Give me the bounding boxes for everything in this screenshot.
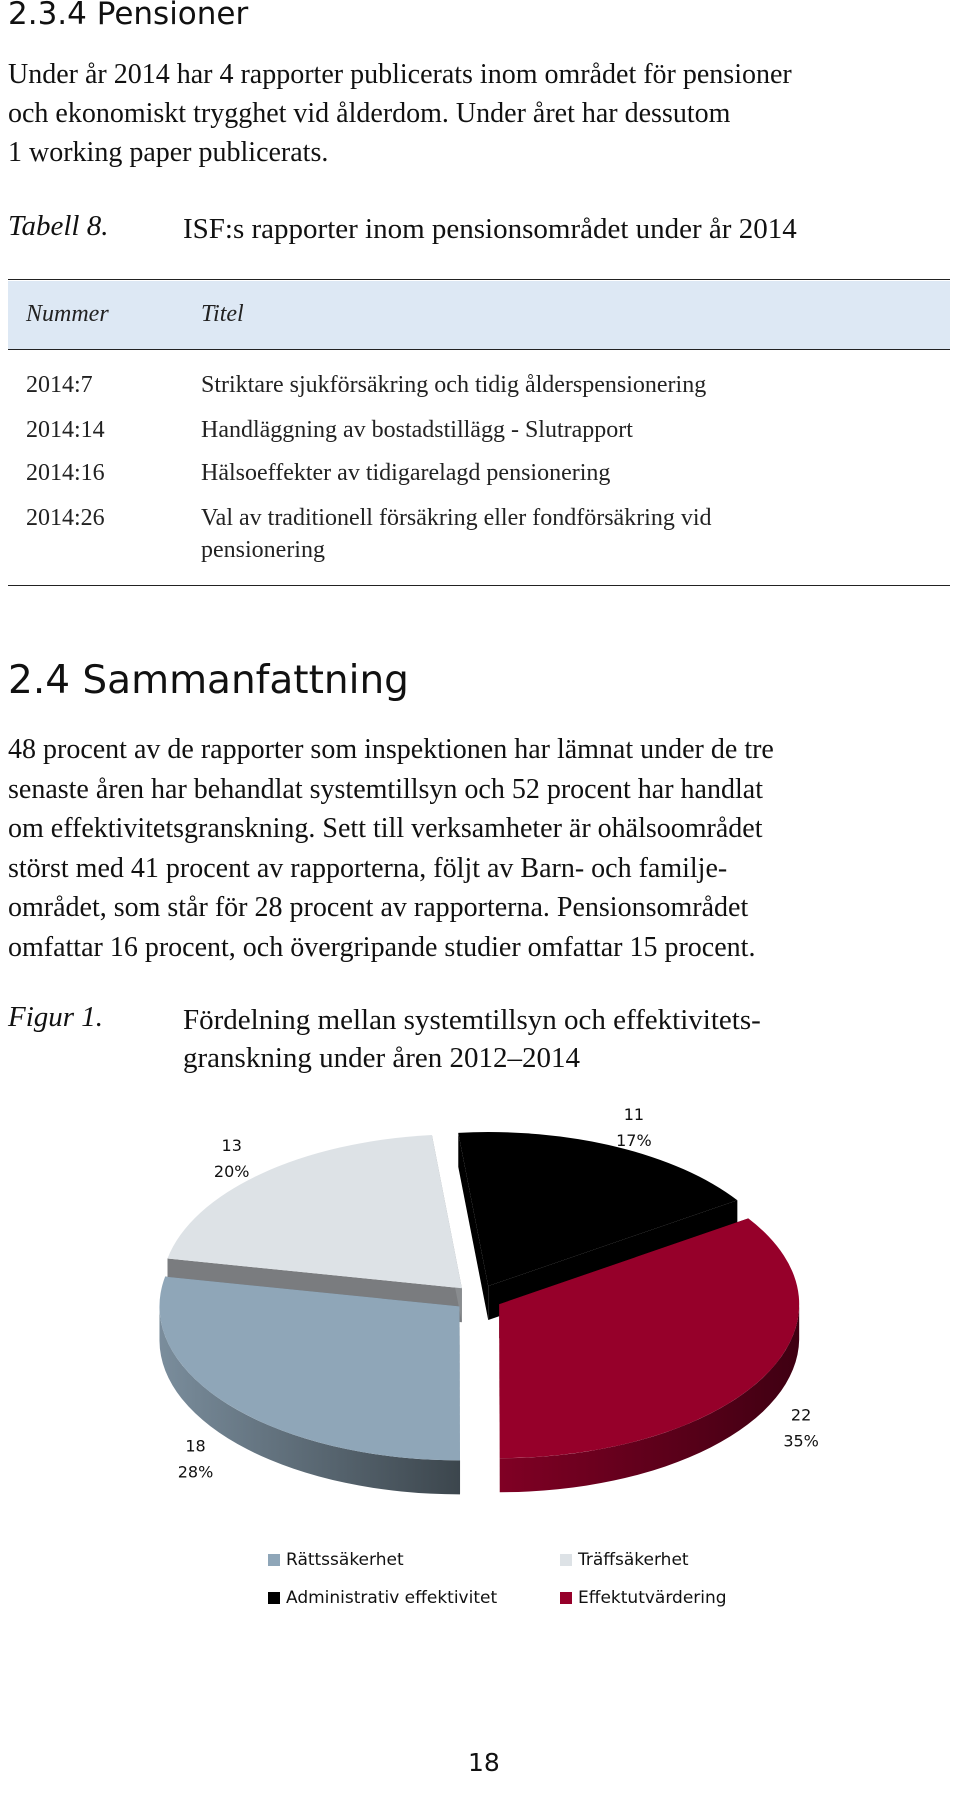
paragraph-line: och ekonomiskt trygghet vid ålderdom. Under året har dessutom [8, 98, 731, 129]
table-header-row [8, 281, 950, 349]
section-heading-sammanfattning: 2.4 Sammanfattning [8, 658, 409, 703]
table-header-rule [8, 349, 950, 350]
slice-value-label-administrativ-effektivitet: 11 [623, 1105, 645, 1125]
paragraph-line: störst med 41 procent av rapporterna, följt av Barn- och familje- [8, 852, 728, 884]
pension-paragraph [8, 55, 953, 172]
paragraph-line: senaste åren har behandlat systemtillsyn och 52 procent har handlat [8, 773, 763, 805]
paragraph-line: om effektivitetsgranskning. Sett till verksamheter är ohälsoområdet [8, 813, 763, 844]
slice-percent-label-administrativ-effektivitet: 17% [616, 1131, 652, 1151]
paragraph-line: 48 procent av de rapporter som inspektionen har lämnat under de tre [8, 734, 774, 765]
figure-label: Figur 1. [8, 1001, 104, 1033]
page-number: 18 [468, 1748, 500, 1777]
paragraph-line: Under år 2014 har 4 rapporter publicerats inom området för pensioner [8, 59, 792, 90]
figure-title-line: Fördelning mellan systemtillsyn och effektivitets- [183, 1004, 761, 1036]
table-cell-number: 2014:14 [26, 417, 105, 443]
slice-value-label-traffsakerhet: 13 [221, 1136, 242, 1156]
legend-label: Träffsäkerhet [578, 1550, 689, 1570]
legend-swatch [560, 1554, 572, 1566]
table-cell-title-line: pensionering [201, 537, 325, 563]
slice-percent-label-traffsakerhet: 20% [213, 1162, 250, 1182]
pie-chart [0, 1100, 960, 1620]
table-cell-title: Striktare sjukförsäkring och tidig ålderspensionering [201, 372, 707, 398]
table-label: Tabell 8. [8, 210, 109, 242]
section-heading-pensioner: 2.3.4 Pensioner [8, 0, 249, 32]
table-bottom-rule [8, 585, 950, 586]
legend-item-traffsakerhet [560, 1548, 689, 1572]
table-cell-title [201, 502, 712, 566]
legend-swatch [268, 1554, 280, 1566]
table-cell-title: Hälsoeffekter av tidigarelagd pensionering [201, 460, 611, 486]
slice-percent-label-rattssakerhet: 28% [177, 1462, 214, 1482]
table-cell-title-line: Val av traditionell försäkring eller fondförsäkring vid [201, 505, 712, 531]
table-top-rule [8, 279, 950, 280]
legend-label: Rättssäkerhet [286, 1550, 404, 1570]
legend-label: Effektutvärdering [578, 1588, 727, 1608]
table-cell-number: 2014:7 [26, 372, 93, 398]
slice-value-label-rattssakerhet: 18 [185, 1436, 206, 1456]
table-cell-number: 2014:16 [26, 460, 105, 486]
paragraph-line: omfattar 16 procent, och övergripande studier omfattar 15 procent. [8, 931, 756, 963]
legend-swatch [268, 1592, 280, 1604]
paragraph-line: 1 working paper publicerats. [8, 137, 329, 168]
column-header-number: Nummer [26, 301, 109, 327]
legend-item-rattssakerhet [268, 1548, 404, 1572]
legend-item-administrativ-effektivitet [268, 1586, 497, 1610]
slice-value-label-effektutvardering: 22 [790, 1405, 812, 1425]
table-cell-number: 2014:26 [26, 505, 105, 531]
summary-paragraph [8, 730, 953, 967]
slice-percent-label-effektutvardering: 35% [783, 1431, 819, 1451]
legend-item-effektutvardering [560, 1586, 727, 1610]
column-header-title: Titel [201, 301, 244, 327]
legend-swatch [560, 1592, 572, 1604]
figure-title [183, 1001, 761, 1077]
table-cell-title: Handläggning av bostadstillägg - Slutrapport [201, 417, 633, 443]
table-title: ISF:s rapporter inom pensionsområdet under år 2014 [183, 213, 797, 245]
legend-label: Administrativ effektivitet [286, 1588, 498, 1608]
paragraph-line: området, som står för 28 procent av rapporterna. Pensionsområdet [8, 892, 749, 923]
figure-title-line: granskning under åren 2012–2014 [183, 1042, 581, 1074]
